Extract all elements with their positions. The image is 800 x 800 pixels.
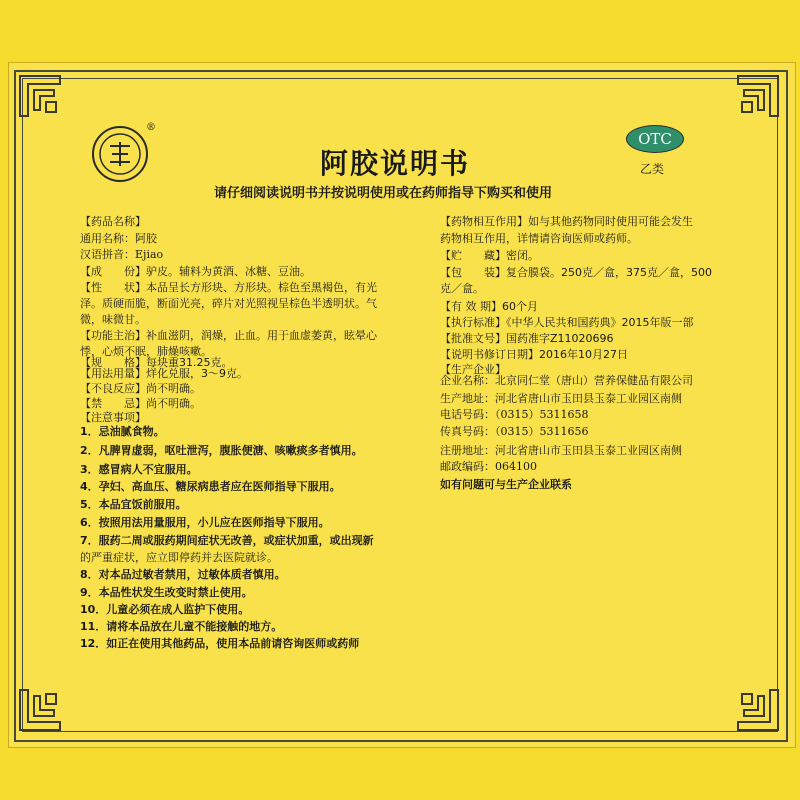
left-line: 【成 份】驴皮。辅料为黄酒、冰糖、豆油。 — [80, 265, 311, 278]
corner-ornament-icon — [16, 72, 86, 142]
right-line: 【批准文号】国药准字Z11020696 — [440, 332, 614, 345]
left-line: 泽。质硬而脆，断面光亮，碎片对光照视呈棕色半透明状。气 — [80, 297, 377, 310]
right-line: 【有 效 期】60个月 — [440, 300, 538, 313]
right-line: 传真号码：（0315）5311656 — [440, 425, 589, 438]
left-line: 通用名称：阿胶 — [80, 232, 157, 245]
registered-mark: ® — [146, 122, 156, 133]
right-line: 邮政编码：064100 — [440, 460, 537, 473]
left-line: 的严重症状，应立即停药并去医院就诊。 — [80, 551, 278, 564]
left-line: 【注意事项】 — [80, 411, 146, 424]
left-line: 汉语拼音：Ejiao — [80, 248, 164, 261]
right-line: 【药物相互作用】如与其他药物同时使用可能会发生 — [440, 215, 693, 228]
right-line: 如有问题可与生产企业联系 — [440, 478, 572, 491]
left-line: 4．孕妇、高血压、糖尿病患者应在医师指导下服用。 — [80, 480, 341, 493]
corner-ornament-icon — [712, 72, 782, 142]
left-line: 7．服药二周或服药期间症状无改善，或症状加重，或出现新 — [80, 534, 374, 547]
left-line: 2．凡脾胃虚弱，呕吐泄泻，腹胀便溏、咳嗽痰多者慎用。 — [80, 444, 363, 457]
left-line: 5．本品宜饭前服用。 — [80, 498, 187, 511]
left-line: 6．按照用法用量服用，小儿应在医师指导下服用。 — [80, 516, 330, 529]
corner-ornament-icon — [712, 664, 782, 734]
left-line: 【禁 忌】尚不明确。 — [80, 397, 201, 410]
left-line: 微，味微甘。 — [80, 313, 146, 326]
page-subtitle: 请仔细阅读说明书并按说明使用或在药师指导下购买和使用 — [214, 186, 553, 201]
left-line: 【规 格】每块重31.25克。 — [80, 356, 233, 369]
right-line: 【执行标准】《中华人民共和国药典》2015年版一部 — [440, 316, 694, 329]
left-line: 11．请将本品放在儿童不能接触的地方。 — [80, 620, 283, 633]
right-line: 注册地址：河北省唐山市玉田县玉泰工业园区南侧 — [440, 444, 682, 457]
right-line: 【贮 藏】密闭。 — [440, 249, 539, 262]
right-line: 药物相互作用，详情请咨询医师或药师。 — [440, 232, 638, 245]
right-line: 企业名称：北京同仁堂（唐山）营养保健品有限公司 — [440, 374, 693, 387]
left-line: 12．如正在使用其他药品，使用本品前请咨询医师或药师 — [80, 637, 360, 650]
tongrentang-logo — [92, 126, 148, 182]
left-line: 1．忌油腻食物。 — [80, 425, 165, 438]
corner-ornament-icon — [16, 664, 86, 734]
right-line: 生产地址：河北省唐山市玉田县玉泰工业园区南侧 — [440, 392, 682, 405]
left-line: 3．感冒病人不宜服用。 — [80, 463, 198, 476]
otc-class-label: 乙类 — [640, 162, 665, 176]
left-line: 【功能主治】补血滋阴，润燥，止血。用于血虚萎黄，眩晕心 — [80, 329, 377, 342]
right-line: 【包 装】复合膜袋。250克／盒，375克／盒，500 — [440, 266, 712, 279]
right-line: 【说明书修订日期】2016年10月27日 — [440, 348, 628, 361]
left-line: 8．对本品过敏者禁用，过敏体质者慎用。 — [80, 568, 286, 581]
left-line: 【性 状】本品呈长方形块、方形块。棕色至黑褐色，有光 — [80, 281, 377, 294]
right-line: 【生产企业】 — [440, 363, 506, 376]
left-line: 【药品名称】 — [80, 215, 146, 228]
right-line: 克／盒。 — [440, 282, 484, 295]
left-line: 9．本品性状发生改变时禁止使用。 — [80, 586, 253, 599]
left-line: 10．儿童必须在成人监护下使用。 — [80, 603, 250, 616]
left-line: 悸，心烦不眠，肺燥咳嗽。 — [80, 345, 212, 358]
left-line: 【用法用量】烊化兑服，3～9克。 — [80, 367, 248, 380]
otc-badge: OTC — [626, 125, 684, 153]
right-line: 电话号码：（0315）5311658 — [440, 408, 589, 421]
left-line: 【不良反应】尚不明确。 — [80, 382, 201, 395]
page-title: 阿胶说明书 — [320, 147, 471, 180]
